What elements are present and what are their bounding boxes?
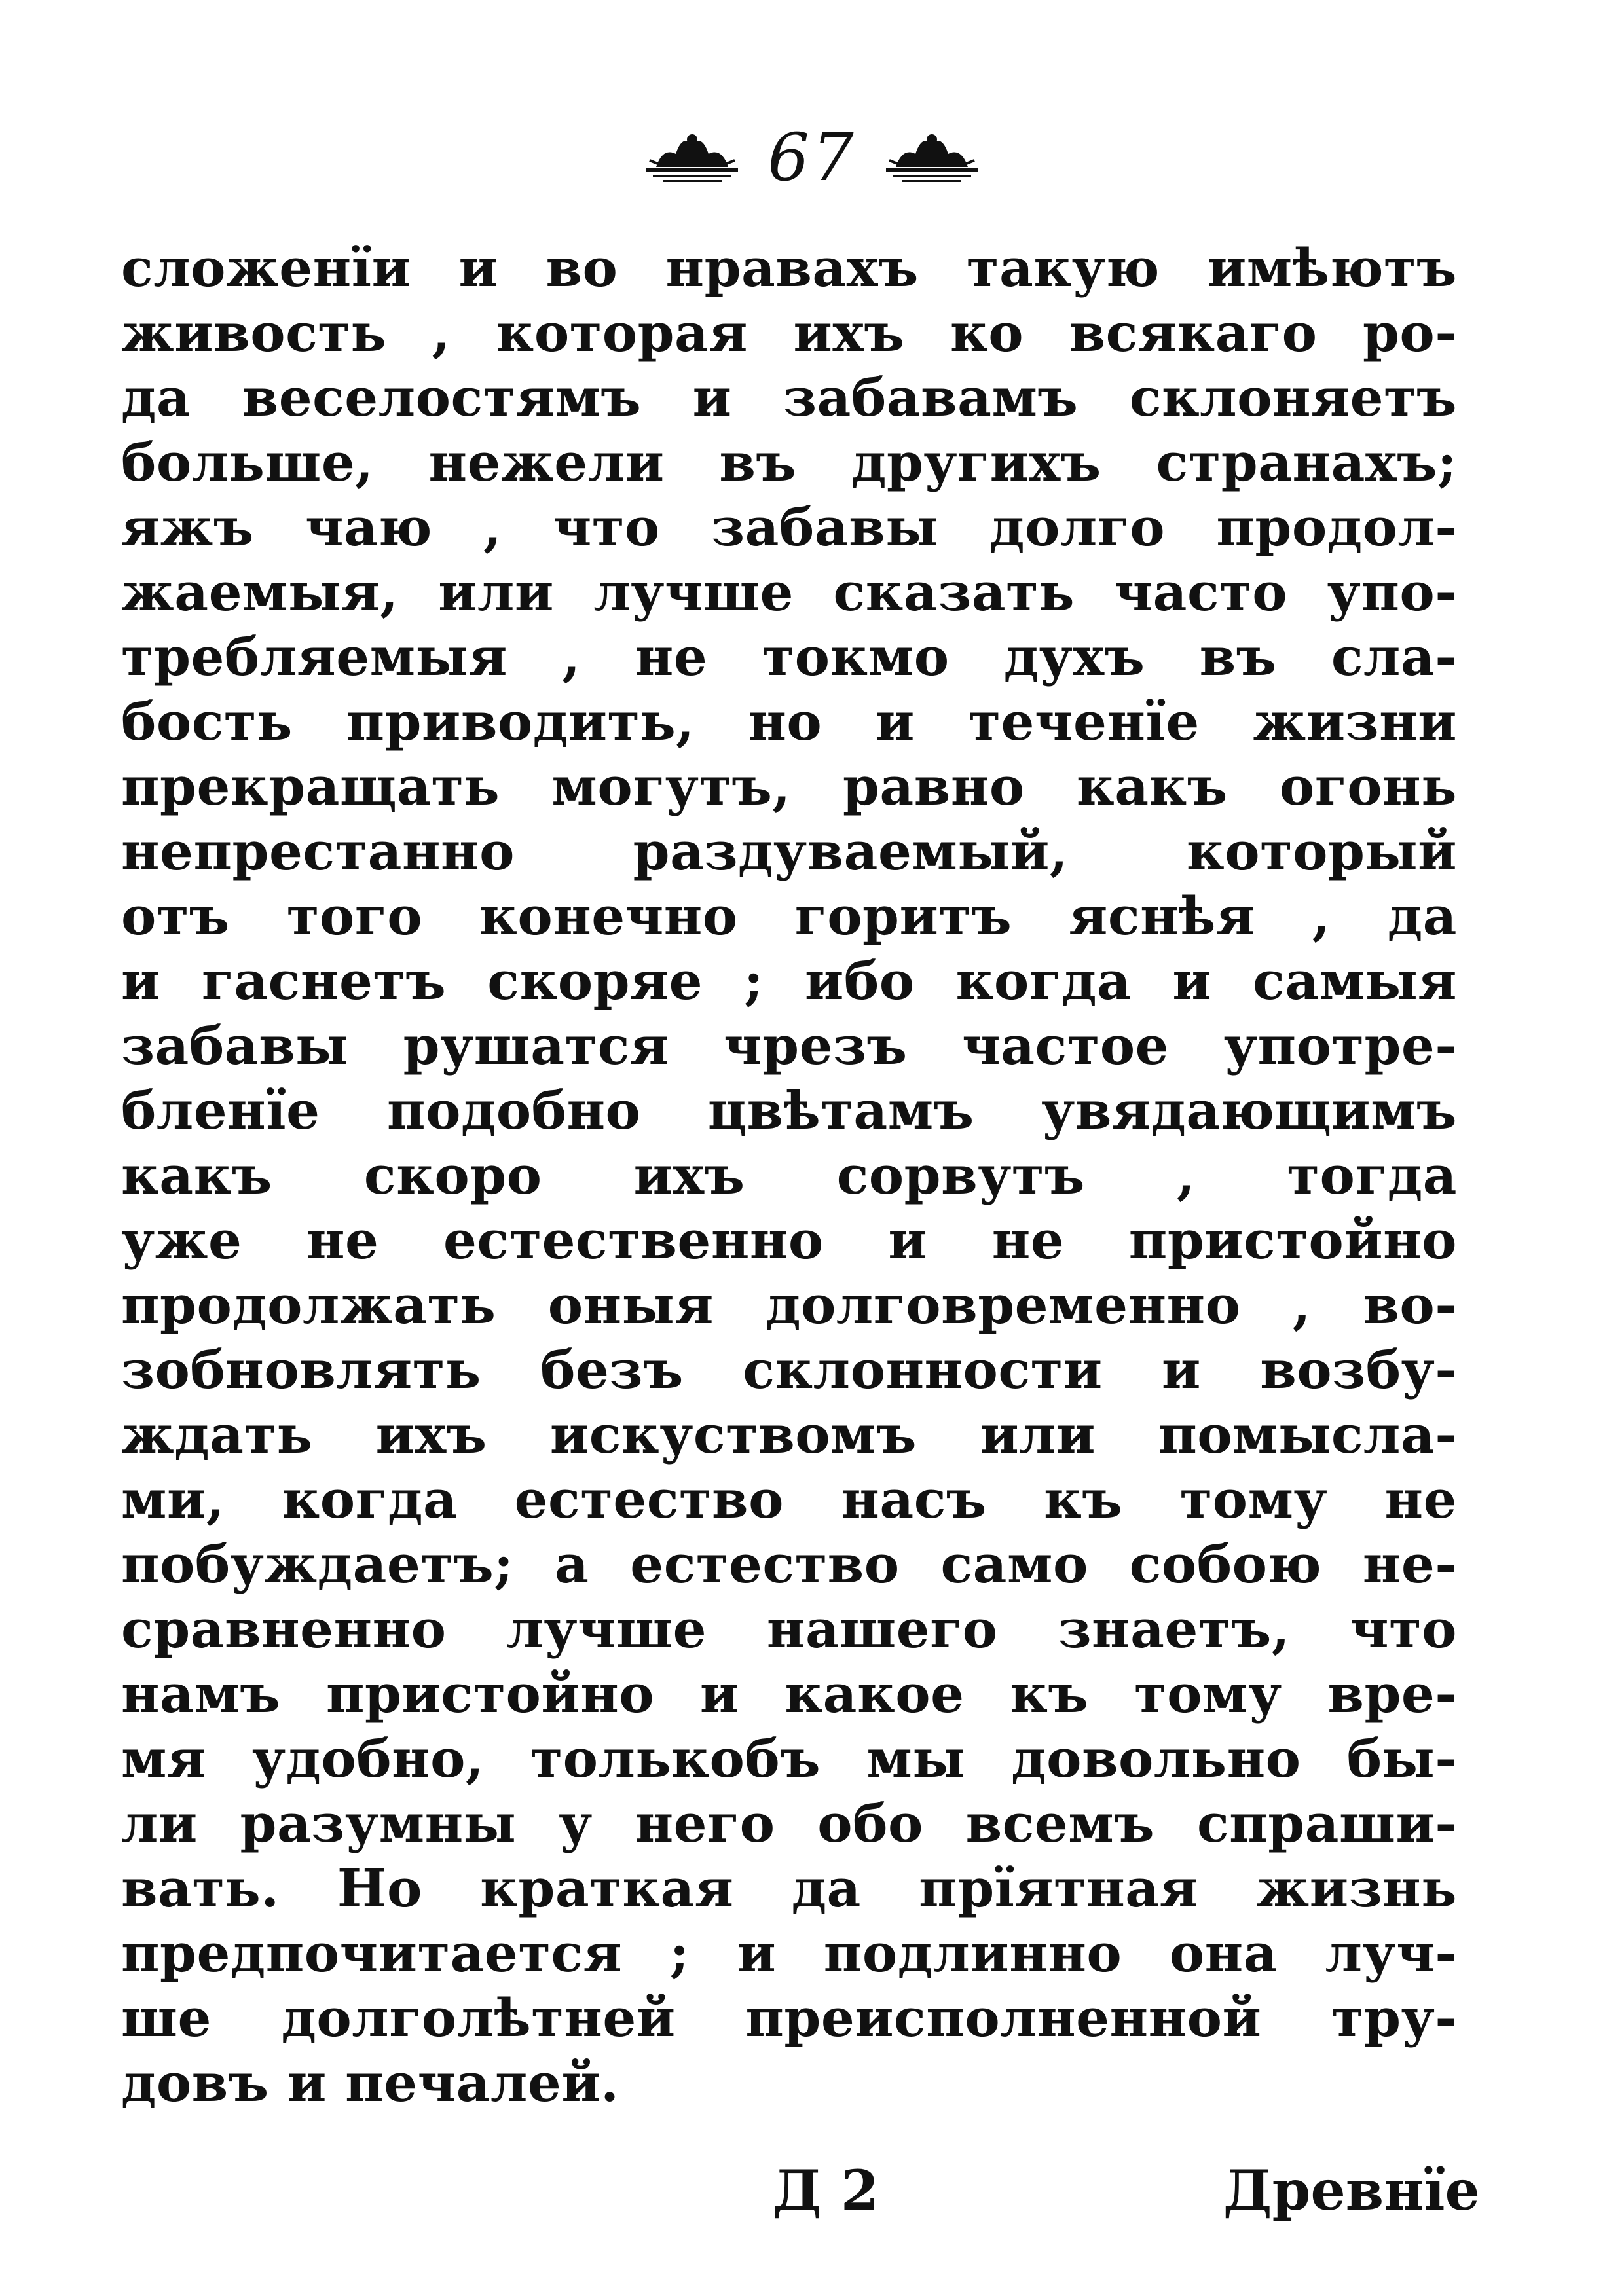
text-line: прекращать могутъ, равно какъ огонь bbox=[121, 756, 1457, 817]
text-line: ждать ихъ искуствомъ или помысла- bbox=[121, 1404, 1457, 1465]
crown-ornament-icon bbox=[883, 128, 981, 187]
page-header bbox=[0, 111, 1624, 203]
text-line: мя удобно, толькобъ мы довольно бы- bbox=[121, 1728, 1457, 1789]
text-line: зобновлять безъ склонности и возбу- bbox=[121, 1339, 1457, 1400]
text-line: сравненно лучше нашего знаетъ, что bbox=[121, 1598, 1457, 1660]
text-line: побуждаетъ; а естество само собою не- bbox=[121, 1533, 1457, 1595]
text-line: забавы рушатся чрезъ частое употре- bbox=[121, 1015, 1457, 1076]
text-line: ше долголѣтней преисполненной тру- bbox=[121, 1987, 1457, 2049]
text-line: бость приводить, но и теченїе жизни bbox=[121, 691, 1457, 752]
catchword: Древнїе bbox=[1223, 2157, 1480, 2223]
text-line: предпочитается ; и подлинно она луч- bbox=[121, 1922, 1457, 1984]
page-number: 67 bbox=[767, 118, 857, 196]
crown-ornament-icon bbox=[643, 128, 741, 187]
signature-mark: Д 2 bbox=[773, 2157, 879, 2223]
text-line: требляемыя , не токмо духъ въ сла- bbox=[121, 626, 1457, 687]
body-text bbox=[121, 236, 1457, 2115]
text-line: яжъ чаю , что забавы долго продол- bbox=[121, 496, 1457, 558]
text-line: больше, нежели въ другихъ странахъ; bbox=[121, 431, 1457, 493]
text-line: ли разумны у него обо всемъ спраши- bbox=[121, 1793, 1457, 1854]
text-line: непрестанно раздуваемый, который bbox=[121, 820, 1457, 882]
text-line: уже не естественно и не пристойно bbox=[121, 1209, 1457, 1271]
text-line: вать. Но краткая да прїятная жизнь bbox=[121, 1857, 1457, 1919]
text-line: сложенїи и во нравахъ такую имѣютъ bbox=[121, 237, 1457, 299]
text-line: ми, когда естество насъ къ тому не bbox=[121, 1468, 1457, 1530]
text-line: какъ скоро ихъ сорвутъ , тогда bbox=[121, 1144, 1457, 1206]
text-line: да веселостямъ и забавамъ склоняетъ bbox=[121, 367, 1457, 428]
text-line: довъ и печалей. bbox=[121, 2052, 619, 2113]
text-line: бленїе подобно цвѣтамъ увядающимъ bbox=[121, 1080, 1457, 1141]
text-line: и гаснетъ скоряе ; ибо когда и самыя bbox=[121, 950, 1457, 1011]
text-line: жаемыя, или лучше сказать часто упо- bbox=[121, 561, 1457, 623]
text-line: живость , которая ихъ ко всякаго ро- bbox=[121, 302, 1457, 363]
text-line: намъ пристойно и какое къ тому вре- bbox=[121, 1663, 1457, 1724]
text-line: продолжать оныя долговременно , во- bbox=[121, 1274, 1457, 1336]
page-footer bbox=[773, 2151, 1480, 2229]
text-line: отъ того конечно горитъ яснѣя , да bbox=[121, 885, 1457, 947]
